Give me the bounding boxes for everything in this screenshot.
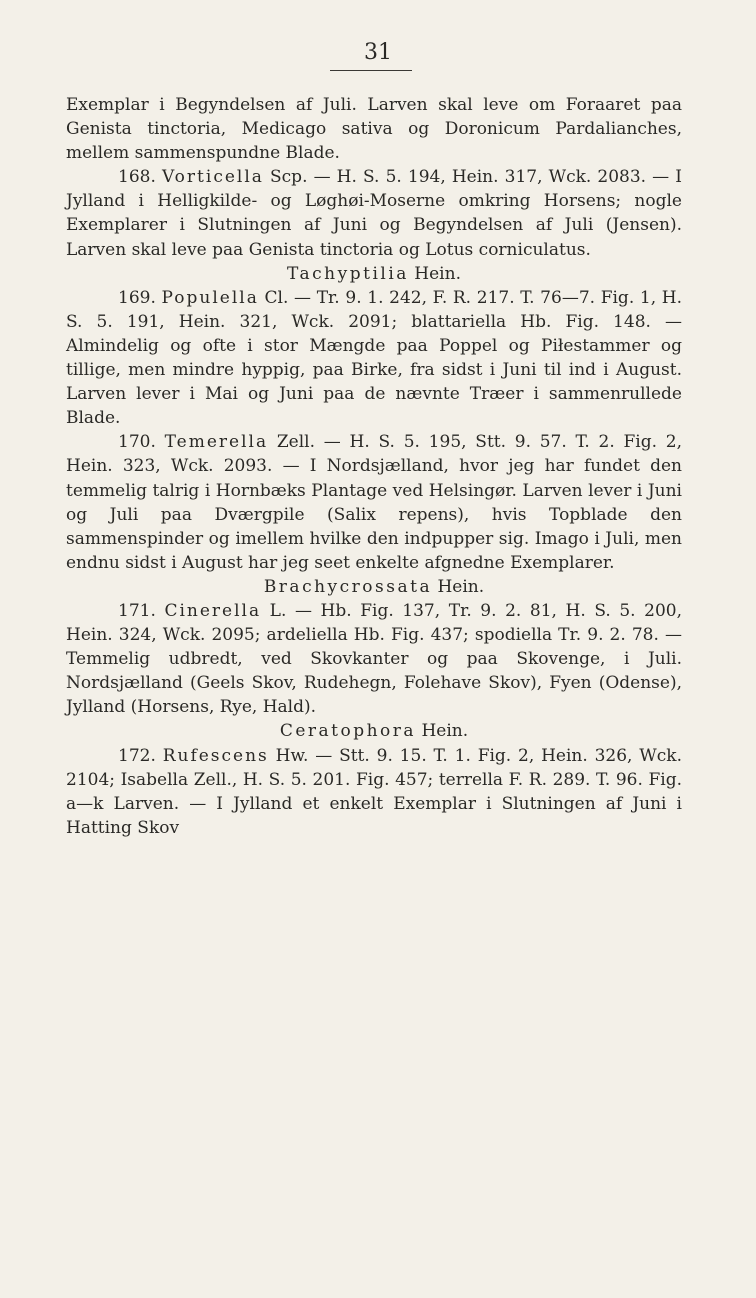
- species-name: Populella: [161, 287, 259, 308]
- genus-heading-brachycrossata: [66, 575, 682, 599]
- header-rule: [330, 70, 412, 71]
- entry-171: [66, 599, 682, 719]
- entry-number: 172.: [118, 745, 156, 766]
- species-name: Vorticella: [161, 167, 264, 188]
- genus-name: Ceratophora: [279, 721, 417, 742]
- entry-169: [66, 286, 682, 431]
- entry-170: [66, 430, 682, 575]
- entry-172: [66, 744, 682, 840]
- paragraph-continuation: [66, 93, 682, 165]
- paragraph-text: Exemplar i Begyndelsen af Juli. Larven skal leve om Foraaret paa Genista tinctoria, Medicago sativa og Doronicum Pardalianches, mellem sammenspundne Blade.: [66, 95, 682, 164]
- page-number: 31: [364, 40, 392, 65]
- entry-168: [66, 165, 682, 261]
- species-name: Cinerella: [164, 600, 262, 621]
- entry-number: 168.: [118, 167, 156, 188]
- genus-heading-tachyptilia: [66, 262, 682, 286]
- entry-number: 170.: [118, 432, 156, 453]
- genus-author: Hein.: [437, 576, 485, 597]
- species-name: Rufescens: [162, 745, 269, 766]
- species-name: Temerella: [164, 432, 269, 453]
- entry-text: Cl. — Tr. 9. 1. 242, F. R. 217. T. 76—7. Fig. 1, H. S. 5. 191, Hein. 321, Wck. 2091; blattariella Hb. Fig. 148. — Almindelig og ofte i stor Mængde paa Poppel og Piłestammer og tillige, men mindre hyppig, paa Birke, fra sidst i Juni til ind i August. Larven lever i Mai og Juni paa de nævnte Træer i sammenrullede Blade.: [66, 287, 683, 429]
- genus-heading-ceratophora: [66, 719, 682, 743]
- entry-number: 171.: [118, 600, 156, 621]
- entry-text: Hw. — Stt. 9. 15. T. 1. Fig. 2, Hein. 326, Wck. 2104; Isabella Zell., H. S. 5. 201. Fig. 457; terrella F. R. 289. T. 96. Fig. a—k Larven. — I Jylland et enkelt Exemplar i Slutningen af Juni i Hatting Skov: [66, 745, 683, 838]
- genus-name: Brachycrossata: [263, 576, 433, 597]
- genus-name: Tachyptilia: [287, 263, 409, 284]
- genus-author: Hein.: [414, 263, 461, 284]
- entry-text: Scp. — H. S. 5. 194, Hein. 317, Wck. 2083. — I Jylland i Helligkilde- og Løghøi-Moserne omkring Horsens; nogle Exemplarer i Slutningen af Juni og Begyndelsen af Juli (Jensen). Larven skal leve paa Genista tinctoria og Lotus corniculatus.: [66, 167, 682, 260]
- genus-author: Hein.: [421, 721, 469, 742]
- entry-text: Zell. — H. S. 5. 195, Stt. 9. 57. T. 2. Fig. 2, Hein. 323, Wck. 2093. — I Nordsjælland, hvor jeg har fundet den temmelig talrig i Hornbæks Plantage ved Helsingør. Larven lever i Juni og Juli paa Dværgpile (Salix repens), hvis Topblade den sammenspinder og imellem hvilke den indpupper sig. Imago i Juli, men endnu sidst i August har jeg seet enkelte afgnedne Exemplarer.: [66, 432, 683, 573]
- entry-number: 169.: [118, 287, 156, 308]
- entry-text: L. — Hb. Fig. 137, Tr. 9. 2. 81, H. S. 5. 200, Hein. 324, Wck. 2095; ardeliella Hb. Fig. 437; spodiella Tr. 9. 2. 78. — Temmelig udbredt, ved Skovkanter og paa Skovenge, i Juli. Nordsjælland (Geels Skov, Rudehegn, Folehave Skov), Fyen (Odense), Jylland (Horsens, Rye, Hald).: [66, 600, 682, 718]
- page-body: [66, 93, 682, 840]
